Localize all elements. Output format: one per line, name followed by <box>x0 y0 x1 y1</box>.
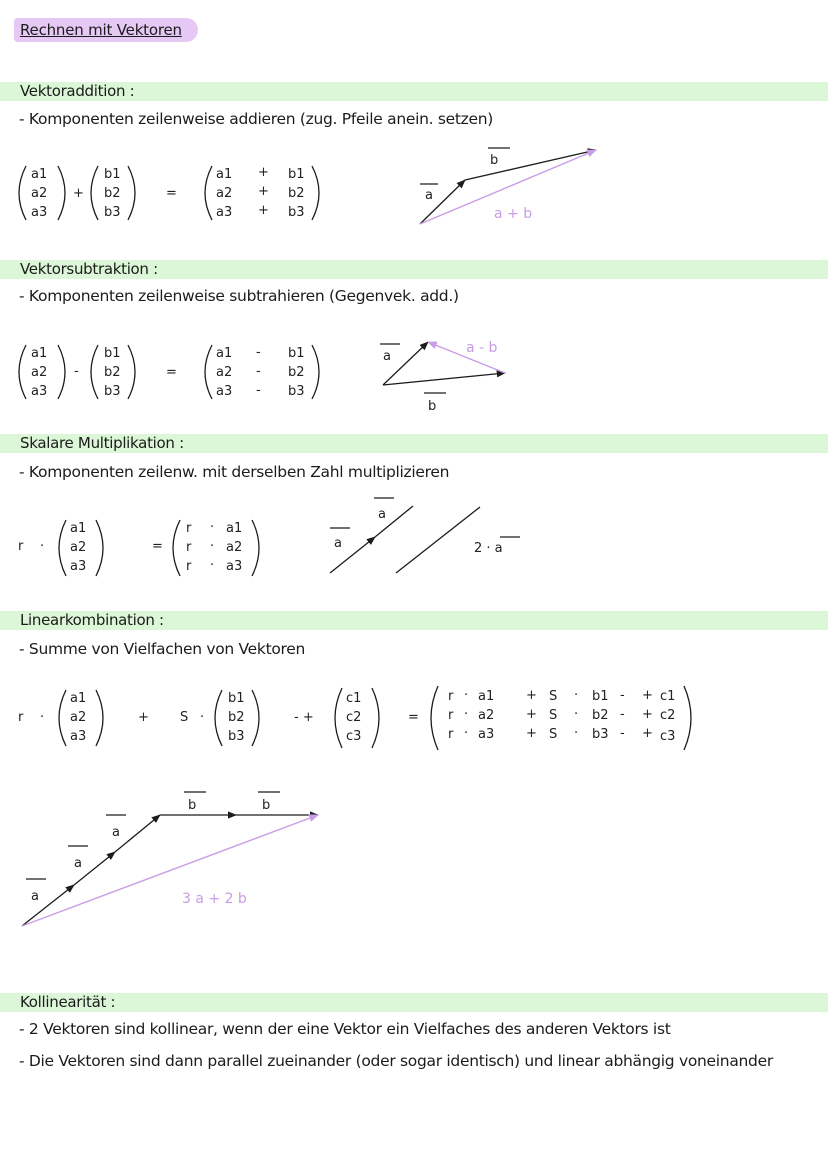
plus-sign: + <box>526 726 537 741</box>
bullet-skalare-multiplikation: - Komponenten zeilenw. mit derselben Zahl multiplizieren <box>19 463 450 481</box>
b2: b2 <box>288 365 305 380</box>
dot-sign: · <box>40 710 45 725</box>
plus-sign: + <box>73 186 84 201</box>
b2: b2 <box>288 186 305 201</box>
dot-sign: · <box>210 558 215 573</box>
dot-sign: · <box>464 726 469 741</box>
label-a: a <box>74 856 82 871</box>
label-a-minus-b: a - b <box>466 340 498 356</box>
bullet-linearkombination: - Summe von Vielfachen von Vektoren <box>19 640 306 658</box>
bullet-vektoraddition: - Komponenten zeilenweise addieren (zug. Pfeile anein. setzen) <box>19 110 493 128</box>
equals-sign: = <box>166 186 177 201</box>
dot-sign: · <box>210 539 215 554</box>
bullet-vektorsubtraktion: - Komponenten zeilenweise subtrahieren (Gegenvek. add.) <box>19 287 459 305</box>
dot-sign: · <box>40 539 45 554</box>
dot-sign: · <box>464 688 469 703</box>
r-symbol: r <box>186 559 192 574</box>
a2: a2 <box>70 710 87 725</box>
b3: b3 <box>592 727 609 742</box>
plus-sign: + <box>526 707 537 722</box>
b2: b2 <box>592 708 609 723</box>
c3: c3 <box>660 729 676 744</box>
c1: c1 <box>660 689 676 704</box>
label-a-plus-b: a + b <box>494 206 533 222</box>
b3: b3 <box>104 205 121 220</box>
label-3a-plus-2b: 3 a + 2 b <box>182 891 247 907</box>
plus-sign: + <box>642 688 653 703</box>
dot-sign: · <box>464 707 469 722</box>
linear-sketch <box>22 792 318 926</box>
dot-sign: · <box>574 707 579 722</box>
equals-sign: = <box>408 710 419 725</box>
c2: c2 <box>660 708 676 723</box>
minus-sign: - <box>256 345 261 360</box>
minus-sign: - <box>256 383 261 398</box>
b3: b3 <box>288 384 305 399</box>
c2: c2 <box>346 710 362 725</box>
label-b: b <box>490 153 499 168</box>
a2: a2 <box>216 186 233 201</box>
a3: a3 <box>70 559 87 574</box>
s-symbol: S <box>549 708 558 723</box>
r-symbol: r <box>448 727 454 742</box>
plus-sign: + <box>138 710 149 725</box>
b2: b2 <box>104 365 121 380</box>
b1: b1 <box>104 346 121 361</box>
a2: a2 <box>31 365 48 380</box>
bullet-kollinear-2: - Die Vektoren sind dann parallel zueinander (oder sogar identisch) und linear abhängig voneinander <box>19 1052 773 1070</box>
a3: a3 <box>478 727 495 742</box>
s-symbol: S <box>549 727 558 742</box>
dot-sign: · <box>210 520 215 535</box>
r-symbol: r <box>448 708 454 723</box>
heading-kollinearitaet: Kollinearität : <box>0 993 828 1012</box>
label-b: b <box>188 798 197 813</box>
label-b: b <box>428 399 437 414</box>
a3: a3 <box>70 729 87 744</box>
a1: a1 <box>70 521 87 536</box>
a1: a1 <box>216 346 233 361</box>
linear-formula <box>18 686 691 750</box>
s-symbol: S <box>180 710 189 725</box>
plus-sign: + <box>258 165 269 180</box>
equals-sign: = <box>166 365 177 380</box>
b3: b3 <box>104 384 121 399</box>
a1: a1 <box>31 346 48 361</box>
b1: b1 <box>288 346 305 361</box>
s-symbol: S <box>549 689 558 704</box>
addition-sketch <box>420 148 596 224</box>
a3: a3 <box>31 384 48 399</box>
subtraction-sketch <box>380 340 505 414</box>
dot-sign: · <box>200 710 205 725</box>
minus-sign: - <box>620 726 625 741</box>
minus-plus-sign: - + <box>294 710 314 725</box>
a3: a3 <box>31 205 48 220</box>
a1: a1 <box>31 167 48 182</box>
c3: c3 <box>346 729 362 744</box>
dot-sign: · <box>574 726 579 741</box>
label-a: a <box>425 188 433 203</box>
page-title: Rechnen mit Vektoren <box>14 18 198 42</box>
heading-linearkombination: Linearkombination : <box>0 611 828 630</box>
a3: a3 <box>226 559 243 574</box>
equals-sign: = <box>152 539 163 554</box>
plus-sign: + <box>258 184 269 199</box>
minus-sign: - <box>620 688 625 703</box>
plus-sign: + <box>642 707 653 722</box>
label-a: a <box>383 349 391 364</box>
heading-skalare-multiplikation: Skalare Multiplikation : <box>0 434 828 453</box>
a2: a2 <box>478 708 495 723</box>
b2: b2 <box>228 710 245 725</box>
b3: b3 <box>228 729 245 744</box>
plus-sign: + <box>642 726 653 741</box>
a1: a1 <box>70 691 87 706</box>
label-2a: 2 · a <box>474 541 503 556</box>
r-symbol: r <box>448 689 454 704</box>
label-a: a <box>334 536 342 551</box>
a2: a2 <box>216 365 233 380</box>
scalar-formula <box>18 520 259 576</box>
dot-sign: · <box>574 688 579 703</box>
a3: a3 <box>216 205 233 220</box>
b1: b1 <box>104 167 121 182</box>
label-a: a <box>112 825 120 840</box>
r-symbol: r <box>186 521 192 536</box>
heading-vektoraddition: Vektoraddition : <box>0 82 828 101</box>
plus-sign: + <box>258 203 269 218</box>
label-b: b <box>262 798 271 813</box>
b3: b3 <box>288 205 305 220</box>
a1: a1 <box>478 689 495 704</box>
b1: b1 <box>228 691 245 706</box>
scalar-sketch <box>330 498 520 573</box>
c1: c1 <box>346 691 362 706</box>
b1: b1 <box>288 167 305 182</box>
label-a: a <box>31 889 39 904</box>
a3: a3 <box>216 384 233 399</box>
addition-formula <box>19 165 319 220</box>
a2: a2 <box>70 540 87 555</box>
subtraction-formula <box>19 345 319 399</box>
heading-vektorsubtraktion: Vektorsubtraktion : <box>0 260 828 279</box>
a2: a2 <box>226 540 243 555</box>
a1: a1 <box>226 521 243 536</box>
r-symbol: r <box>18 710 24 725</box>
a2: a2 <box>31 186 48 201</box>
plus-sign: + <box>526 688 537 703</box>
label-a: a <box>378 507 386 522</box>
b1: b1 <box>592 689 609 704</box>
b2: b2 <box>104 186 121 201</box>
minus-sign: - <box>74 364 79 379</box>
minus-sign: - <box>620 707 625 722</box>
minus-sign: - <box>256 364 261 379</box>
r-symbol: r <box>18 539 24 554</box>
a1: a1 <box>216 167 233 182</box>
bullet-kollinear-1: - 2 Vektoren sind kollinear, wenn der eine Vektor ein Vielfaches des anderen Vektors ist <box>19 1020 671 1038</box>
r-symbol: r <box>186 540 192 555</box>
